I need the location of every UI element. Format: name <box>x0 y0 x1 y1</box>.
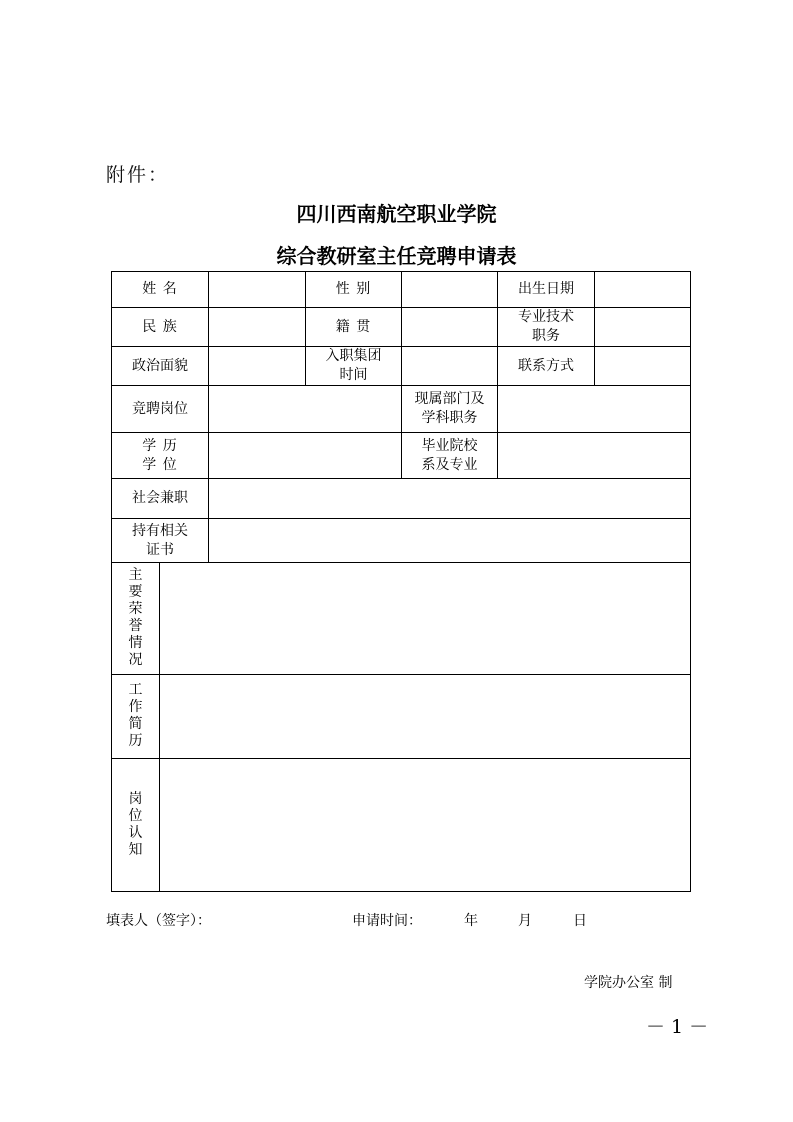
page-number: － 1 － <box>646 1016 709 1038</box>
field-resume[interactable] <box>160 675 691 759</box>
field-native-place[interactable] <box>402 308 498 347</box>
label-honors <box>112 563 160 675</box>
label-native-place: 籍 贯 <box>306 308 402 347</box>
label-cognition-text: 岗位认知 <box>128 790 143 858</box>
field-certificates[interactable] <box>209 519 691 563</box>
field-honors[interactable] <box>160 563 691 675</box>
field-contact[interactable] <box>595 347 691 386</box>
field-birth[interactable] <box>595 272 691 308</box>
month-label: 月 <box>518 913 532 929</box>
label-graduated: 毕业院校 系及专业 <box>402 433 498 479</box>
office-credit: 学院办公室 制 <box>584 975 673 991</box>
filler-signature-label: 填表人（签字）： <box>106 913 211 929</box>
label-position: 竞聘岗位 <box>112 386 209 433</box>
label-current-dept: 现属部门及 学科职务 <box>402 386 498 433</box>
field-name[interactable] <box>209 272 306 308</box>
field-graduated[interactable] <box>498 433 691 479</box>
label-honors-text: 主要荣誉情况 <box>128 567 143 668</box>
form-row-social <box>112 479 691 519</box>
label-tech-title: 专业技术 职务 <box>498 308 595 347</box>
label-name: 姓 名 <box>112 272 209 308</box>
form-row-resume <box>112 675 691 759</box>
form-row-position <box>112 386 691 433</box>
label-contact: 联系方式 <box>498 347 595 386</box>
label-political: 政治面貌 <box>112 347 209 386</box>
field-political[interactable] <box>209 347 306 386</box>
label-ethnicity: 民 族 <box>112 308 209 347</box>
form-row-education <box>112 433 691 479</box>
label-social: 社会兼职 <box>112 479 209 519</box>
field-join-date[interactable] <box>402 347 498 386</box>
form-title: 综合教研室主任竞聘申请表 <box>276 244 517 268</box>
day-label: 日 <box>573 913 587 929</box>
label-join-date: 入职集团 时间 <box>306 347 402 386</box>
label-resume-text: 工作简历 <box>128 682 143 749</box>
field-tech-title[interactable] <box>595 308 691 347</box>
field-position[interactable] <box>209 386 402 433</box>
form-row-honors <box>112 563 691 675</box>
apply-time-label: 申请时间： <box>352 913 422 929</box>
field-cognition[interactable] <box>160 759 691 892</box>
form-row-certificates <box>112 519 691 563</box>
year-label: 年 <box>464 913 478 929</box>
label-certificates: 持有相关 证书 <box>112 519 209 563</box>
field-social[interactable] <box>209 479 691 519</box>
field-current-dept[interactable] <box>498 386 691 433</box>
label-birth: 出生日期 <box>498 272 595 308</box>
attachment-label: 附件： <box>106 164 170 186</box>
field-gender[interactable] <box>402 272 498 308</box>
application-form-table <box>111 271 691 892</box>
form-row-political <box>112 347 691 386</box>
form-row-name <box>112 272 691 308</box>
label-gender: 性 别 <box>306 272 402 308</box>
school-title: 四川西南航空职业学院 <box>296 202 497 226</box>
label-education: 学 历 学 位 <box>112 433 209 479</box>
form-row-ethnicity <box>112 308 691 347</box>
field-education[interactable] <box>209 433 402 479</box>
form-row-cognition <box>112 759 691 892</box>
field-ethnicity[interactable] <box>209 308 306 347</box>
label-cognition <box>112 759 160 892</box>
label-resume <box>112 675 160 759</box>
